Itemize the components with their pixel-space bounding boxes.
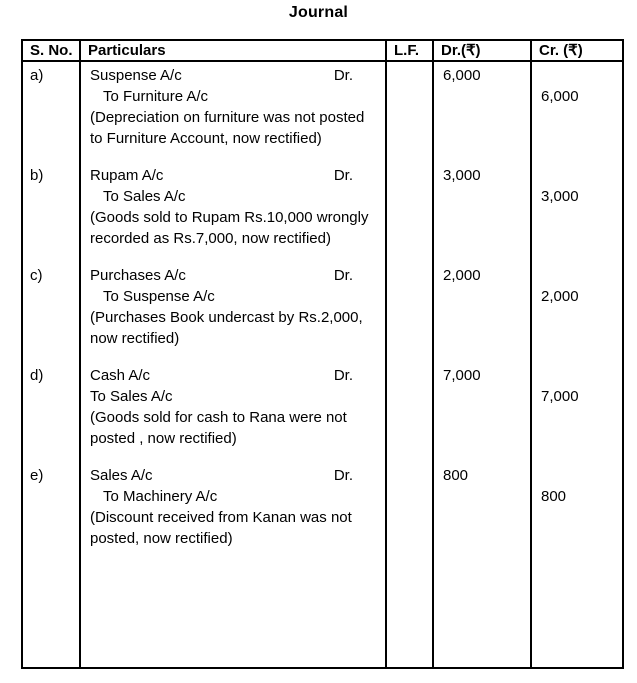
table-row-empty — [23, 562, 622, 667]
lf-cell — [387, 362, 434, 462]
dr-label: Dr. — [333, 467, 353, 484]
entry-serial: b) — [23, 162, 81, 262]
debit-account-line — [90, 265, 381, 286]
entry-serial: e) — [23, 462, 81, 562]
debit-account-name: Purchases A/c — [90, 267, 186, 284]
empty-cell — [81, 562, 387, 667]
debit-account-line — [90, 65, 381, 86]
narration-line-1: (Depreciation on furniture was not posted — [90, 109, 365, 126]
col-header-sno: S. No. — [23, 41, 81, 60]
dr-label: Dr. — [333, 67, 353, 84]
col-header-cr: Cr. (₹) — [539, 42, 583, 59]
table-header-row — [23, 41, 622, 62]
credit-amount: 2,000 — [541, 288, 579, 305]
narration-line-2: to Furniture Account, now rectified) — [90, 130, 322, 147]
debit-account-line — [90, 165, 381, 186]
debit-amount: 3,000 — [434, 162, 532, 262]
credit-account-line: To Machinery A/c — [103, 488, 218, 505]
lf-cell — [387, 262, 434, 362]
entry-particulars — [81, 462, 387, 562]
table-row-entry-d — [23, 362, 622, 462]
debit-account-name: Suspense A/c — [90, 67, 182, 84]
empty-cell — [387, 562, 434, 667]
narration-line-1: (Goods sold to Rupam Rs.10,000 wrongly — [90, 209, 369, 226]
credit-account-line: To Sales A/c — [90, 388, 173, 405]
empty-cell — [434, 562, 532, 667]
col-header-dr: Dr.(₹) — [434, 41, 532, 60]
debit-amount: 2,000 — [434, 262, 532, 362]
empty-cell — [23, 562, 81, 667]
dr-label: Dr. — [333, 267, 353, 284]
narration-line-2: posted , now rectified) — [90, 430, 237, 447]
entry-particulars — [81, 262, 387, 362]
credit-account-line: To Sales A/c — [103, 188, 186, 205]
page-title: Journal — [288, 4, 349, 21]
debit-account-line — [90, 465, 381, 486]
debit-amount: 7,000 — [434, 362, 532, 462]
credit-amount: 800 — [541, 488, 567, 505]
col-header-lf: L.F. — [387, 41, 434, 60]
credit-account-line: To Furniture A/c — [103, 88, 209, 105]
entry-serial: c) — [23, 262, 81, 362]
debit-account-name: Rupam A/c — [90, 167, 164, 184]
credit-amount: 3,000 — [541, 188, 579, 205]
empty-cell — [532, 562, 622, 667]
entry-particulars — [81, 362, 387, 462]
credit-account-line: To Suspense A/c — [103, 288, 215, 305]
entry-serial: a) — [23, 62, 81, 162]
narration-line-2: now rectified) — [90, 330, 180, 347]
debit-amount: 6,000 — [434, 62, 532, 162]
table-row-entry-c — [23, 262, 622, 362]
narration-line-1: (Goods sold for cash to Rana were not — [90, 409, 347, 426]
table-row-entry-e — [23, 462, 622, 562]
debit-account-line — [90, 365, 381, 386]
debit-amount: 800 — [434, 462, 532, 562]
entry-particulars — [81, 62, 387, 162]
journal-table — [21, 39, 624, 669]
credit-amount: 6,000 — [541, 88, 579, 105]
lf-cell — [387, 162, 434, 262]
dr-label: Dr. — [333, 367, 353, 384]
debit-account-name: Cash A/c — [90, 367, 151, 384]
table-row-entry-a — [23, 62, 622, 162]
table-row-entry-b — [23, 162, 622, 262]
narration-line-1: (Discount received from Kanan was not — [90, 509, 352, 526]
dr-label: Dr. — [333, 167, 353, 184]
narration-line-2: recorded as Rs.7,000, now rectified) — [90, 230, 331, 247]
narration-line-2: posted, now rectified) — [90, 530, 233, 547]
debit-account-name: Sales A/c — [90, 467, 153, 484]
entry-particulars — [81, 162, 387, 262]
lf-cell — [387, 62, 434, 162]
credit-amount: 7,000 — [541, 388, 579, 405]
entry-serial: d) — [23, 362, 81, 462]
narration-line-1: (Purchases Book undercast by Rs.2,000, — [90, 309, 363, 326]
col-header-particulars: Particulars — [81, 41, 387, 60]
lf-cell — [387, 462, 434, 562]
